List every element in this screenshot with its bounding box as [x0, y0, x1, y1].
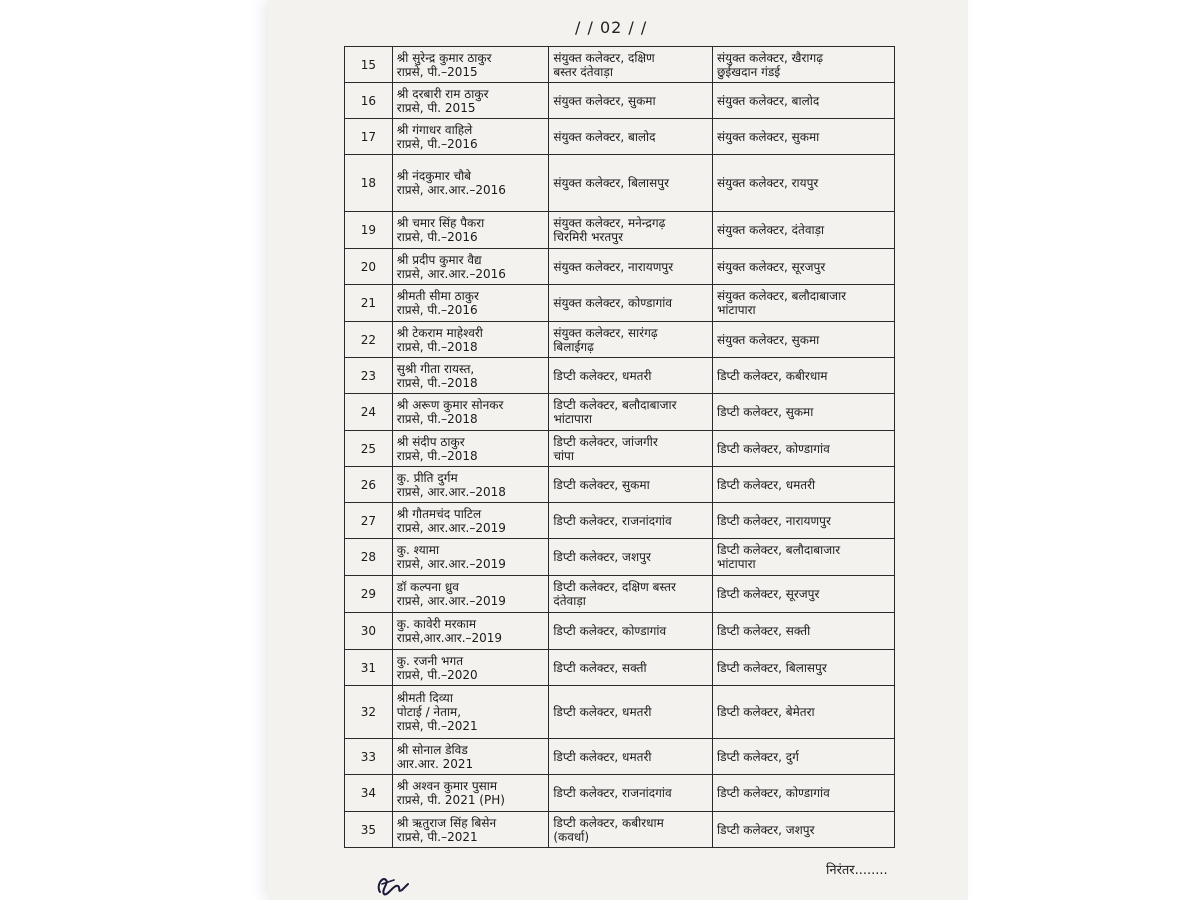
officer-name-line: श्री गौतमचंद पाटिल — [396, 506, 482, 521]
serial-number-cell: 34 — [345, 775, 393, 812]
officer-name-line: श्री अरूण कुमार सोनकर — [396, 398, 504, 412]
officer-name-cell — [392, 358, 549, 394]
officer-name-line: राप्रसे, पी.–2016 — [396, 230, 478, 244]
new-post-line: भांटापारा — [717, 557, 756, 571]
table-row — [345, 249, 895, 285]
table-row — [345, 576, 895, 613]
officer-name-cell — [392, 285, 549, 322]
current-post-cell — [549, 812, 713, 848]
current-post-line: डिप्टी कलेक्टर, सुकमा — [553, 477, 650, 492]
new-post-cell — [713, 155, 895, 212]
current-post-line: डिप्टी कलेक्टर, जांजगीर — [553, 434, 658, 449]
new-post-line: संयुक्त कलेक्टर, खैरागढ़ — [717, 50, 823, 65]
new-post-line: डिप्टी कलेक्टर, कोण्डागांव — [717, 786, 830, 800]
new-post-cell — [713, 47, 895, 83]
serial-number-cell: 27 — [345, 503, 393, 539]
current-post-cell — [549, 613, 713, 650]
current-post-line: संयुक्त कलेक्टर, मनेन्द्रगढ़ — [553, 216, 666, 230]
officer-name-line: राप्रसे, पी.–2021 — [396, 829, 478, 844]
table-row — [345, 613, 895, 650]
new-post-line: डिप्टी कलेक्टर, दुर्ग — [717, 749, 799, 764]
officer-name-cell — [392, 539, 549, 576]
new-post-line: डिप्टी कलेक्टर, कबीरधाम — [717, 368, 828, 383]
table-row — [345, 83, 895, 119]
new-post-line: डिप्टी कलेक्टर, बिलासपुर — [717, 660, 827, 675]
current-post-cell — [549, 686, 713, 739]
new-post-cell — [713, 467, 895, 503]
current-post-cell — [549, 503, 713, 539]
officer-name-line: राप्रसे, आर.आर.–2016 — [396, 183, 506, 197]
officer-name-cell — [392, 47, 549, 83]
officer-name-line: राप्रसे,आर.आर.–2019 — [396, 631, 503, 645]
new-post-cell — [713, 576, 895, 613]
serial-number-cell: 18 — [345, 155, 393, 212]
current-post-cell — [549, 119, 713, 155]
current-post-cell — [549, 47, 713, 83]
officer-name-line: कु. प्रीति दुर्गम — [396, 470, 458, 485]
new-post-line: डिप्टी कलेक्टर, बेमेतरा — [717, 705, 815, 719]
new-post-line: डिप्टी कलेक्टर, जशपुर — [717, 822, 815, 837]
officer-name-cell — [392, 322, 549, 358]
signature-mark — [372, 866, 412, 898]
current-post-line: डिप्टी कलेक्टर, दक्षिण बस्तर — [553, 580, 676, 594]
current-post-cell — [549, 249, 713, 285]
new-post-cell — [713, 686, 895, 739]
officer-name-cell — [392, 576, 549, 613]
officer-name-line: राप्रसे, पी.–2018 — [396, 339, 478, 354]
current-post-line: डिप्टी कलेक्टर, राजनांदगांव — [553, 786, 672, 800]
officer-name-cell — [392, 394, 549, 431]
table-row — [345, 686, 895, 739]
current-post-line: संयुक्त कलेक्टर, दक्षिण — [553, 50, 655, 65]
table-row — [345, 467, 895, 503]
new-post-line: संयुक्त कलेक्टर, सुकमा — [717, 129, 820, 144]
serial-number-cell: 25 — [345, 431, 393, 467]
officer-name-line: श्री प्रदीप कुमार वैद्य — [396, 252, 482, 267]
serial-number-cell: 17 — [345, 119, 393, 155]
new-post-cell — [713, 285, 895, 322]
current-post-line: डिप्टी कलेक्टर, कोण्डागांव — [553, 624, 667, 638]
serial-number-cell: 23 — [345, 358, 393, 394]
current-post-line: डिप्टी कलेक्टर, जशपुर — [553, 550, 651, 564]
current-post-cell — [549, 358, 713, 394]
new-post-cell — [713, 83, 895, 119]
current-post-line: बिलाईगढ़ — [553, 339, 594, 354]
officer-name-line: राप्रसे, पी.–2016 — [396, 136, 478, 151]
serial-number-cell: 35 — [345, 812, 393, 848]
officer-name-cell — [392, 119, 549, 155]
officer-name-line: राप्रसे, पी.–2018 — [396, 412, 478, 426]
table-row — [345, 775, 895, 812]
current-post-cell — [549, 322, 713, 358]
officer-name-line: राप्रसे, पी.–2021 — [396, 719, 478, 733]
new-post-cell — [713, 812, 895, 848]
officer-name-line: राप्रसे, पी. 2021 (PH) — [396, 793, 505, 807]
officer-name-line: श्रीमती सीमा ठाकुर — [396, 289, 479, 303]
new-post-cell — [713, 322, 895, 358]
new-post-line: डिप्टी कलेक्टर, सुकमा — [717, 405, 814, 419]
table-row — [345, 431, 895, 467]
table-row — [345, 394, 895, 431]
new-post-cell — [713, 739, 895, 775]
table-row — [345, 285, 895, 322]
table-row — [345, 650, 895, 686]
current-post-line: डिप्टी कलेक्टर, धमतरी — [553, 368, 652, 383]
officer-name-line: राप्रसे, आर.आर.–2019 — [396, 557, 506, 571]
officer-name-cell — [392, 613, 549, 650]
transfer-table — [344, 46, 895, 848]
officer-name-line: पोटाई / नेताम, — [396, 705, 462, 719]
table-row — [345, 119, 895, 155]
officer-name-line: श्री संदीप ठाकुर — [396, 434, 465, 449]
new-post-cell — [713, 539, 895, 576]
officer-name-line: सुश्री गीता रायस्त, — [396, 361, 475, 376]
officer-name-line: राप्रसे, पी.–2018 — [396, 375, 478, 390]
current-post-line: डिप्टी कलेक्टर, धमतरी — [553, 749, 652, 764]
serial-number-cell: 33 — [345, 739, 393, 775]
current-post-line: डिप्टी कलेक्टर, धमतरी — [553, 705, 652, 719]
table-row — [345, 503, 895, 539]
serial-number-cell: 15 — [345, 47, 393, 83]
serial-number-cell: 22 — [345, 322, 393, 358]
officer-name-line: श्री गंगाधर वाहिले — [396, 122, 473, 137]
officer-name-line: आर.आर. 2021 — [396, 756, 474, 771]
table-row — [345, 212, 895, 249]
table-row — [345, 358, 895, 394]
officer-name-line: राप्रसे, पी. 2015 — [396, 100, 476, 115]
officer-name-line: राप्रसे, आर.आर.–2019 — [396, 520, 506, 535]
officer-name-cell — [392, 212, 549, 249]
current-post-cell — [549, 155, 713, 212]
current-post-line: संयुक्त कलेक्टर, नारायणपुर — [553, 259, 674, 274]
new-post-line: डिप्टी कलेक्टर, सूरजपुर — [717, 587, 820, 601]
serial-number-cell: 19 — [345, 212, 393, 249]
new-post-line: डिप्टी कलेक्टर, कोण्डागांव — [717, 441, 830, 456]
new-post-line: संयुक्त कलेक्टर, सुकमा — [717, 332, 820, 347]
officer-name-line: राप्रसे, आर.आर.–2016 — [396, 266, 506, 281]
officer-name-line: श्री ऋतुराज सिंह बिसेन — [396, 815, 497, 830]
officer-name-line: डॉ कल्पना ध्रुव — [396, 580, 459, 594]
current-post-line: चिरमिरी भरतपुर — [553, 230, 623, 244]
current-post-cell — [549, 394, 713, 431]
new-post-cell — [713, 613, 895, 650]
page-number: / / 02 / / — [575, 18, 648, 37]
officer-name-cell — [392, 812, 549, 848]
new-post-line: छुईखदान गंडई — [717, 64, 781, 79]
serial-number-cell: 24 — [345, 394, 393, 431]
officer-name-line: श्री दरबारी राम ठाकुर — [396, 86, 489, 101]
officer-name-cell — [392, 503, 549, 539]
new-post-line: डिप्टी कलेक्टर, बलौदाबाजार — [717, 543, 841, 557]
new-post-cell — [713, 503, 895, 539]
current-post-line: चांपा — [553, 448, 574, 463]
table-row — [345, 47, 895, 83]
serial-number-cell: 28 — [345, 539, 393, 576]
officer-name-cell — [392, 775, 549, 812]
table-row — [345, 322, 895, 358]
current-post-line: डिप्टी कलेक्टर, सक्ती — [553, 660, 647, 675]
current-post-line: डिप्टी कलेक्टर, राजनांदगांव — [553, 513, 672, 528]
current-post-line: संयुक्त कलेक्टर, सारंगढ़ — [553, 325, 658, 340]
officer-name-line: राप्रसे, आर.आर.–2018 — [396, 484, 506, 499]
new-post-cell — [713, 212, 895, 249]
new-post-cell — [713, 431, 895, 467]
new-post-cell — [713, 650, 895, 686]
officer-name-line: राप्रसे, पी.–2016 — [396, 303, 478, 317]
table-row — [345, 539, 895, 576]
serial-number-cell: 29 — [345, 576, 393, 613]
officer-name-cell — [392, 467, 549, 503]
serial-number-cell: 16 — [345, 83, 393, 119]
officer-name-cell — [392, 155, 549, 212]
new-post-line: संयुक्त कलेक्टर, बालोद — [717, 93, 820, 108]
officer-name-cell — [392, 431, 549, 467]
officer-name-cell — [392, 686, 549, 739]
new-post-line: संयुक्त कलेक्टर, बलौदाबाजार — [717, 289, 847, 303]
current-post-line: दंतेवाड़ा — [553, 594, 586, 608]
new-post-line: डिप्टी कलेक्टर, सक्ती — [717, 624, 811, 638]
officer-name-line: राप्रसे, आर.आर.–2019 — [396, 594, 506, 608]
current-post-line: (कवर्धा) — [553, 829, 590, 844]
current-post-cell — [549, 431, 713, 467]
officer-name-cell — [392, 249, 549, 285]
current-post-line: संयुक्त कलेक्टर, बालोद — [553, 129, 656, 144]
current-post-cell — [549, 650, 713, 686]
officer-name-line: श्री सोनाल डेविड — [396, 742, 468, 757]
continued-label: निरंतर........ — [826, 863, 888, 878]
new-post-cell — [713, 249, 895, 285]
new-post-cell — [713, 358, 895, 394]
current-post-cell — [549, 739, 713, 775]
serial-number-cell: 31 — [345, 650, 393, 686]
officer-name-cell — [392, 739, 549, 775]
new-post-cell — [713, 394, 895, 431]
transfer-table-body — [345, 47, 895, 848]
officer-name-line: राप्रसे, पी.–2018 — [396, 448, 478, 463]
current-post-line: डिप्टी कलेक्टर, कबीरधाम — [553, 815, 664, 830]
officer-name-line: कु. कावेरी मरकाम — [396, 617, 477, 631]
officer-name-line: राप्रसे, पी.–2015 — [396, 64, 478, 79]
serial-number-cell: 26 — [345, 467, 393, 503]
officer-name-line: श्री चमार सिंह पैकरा — [396, 216, 485, 230]
officer-name-line: श्री अश्वन कुमार पुसाम — [396, 779, 498, 793]
current-post-cell — [549, 467, 713, 503]
new-post-cell — [713, 119, 895, 155]
current-post-cell — [549, 539, 713, 576]
current-post-line: संयुक्त कलेक्टर, सुकमा — [553, 93, 656, 108]
current-post-line: बस्तर दंतेवाड़ा — [553, 64, 613, 79]
serial-number-cell: 20 — [345, 249, 393, 285]
current-post-line: डिप्टी कलेक्टर, बलौदाबाजार — [553, 398, 677, 412]
current-post-line: संयुक्त कलेक्टर, बिलासपुर — [553, 176, 670, 190]
officer-name-line: कु. श्यामा — [396, 543, 440, 557]
officer-name-line: राप्रसे, पी.–2020 — [396, 667, 478, 682]
new-post-line: संयुक्त कलेक्टर, सूरजपुर — [717, 259, 826, 274]
table-row — [345, 739, 895, 775]
current-post-cell — [549, 285, 713, 322]
current-post-cell — [549, 576, 713, 613]
table-row — [345, 155, 895, 212]
current-post-cell — [549, 775, 713, 812]
officer-name-line: श्री सुरेन्द्र कुमार ठाकुर — [396, 50, 492, 65]
new-post-line: डिप्टी कलेक्टर, धमतरी — [717, 477, 816, 492]
current-post-line: भांटापारा — [553, 412, 592, 426]
officer-name-line: श्रीमती दिव्या — [396, 691, 453, 705]
new-post-line: भांटापारा — [717, 303, 756, 317]
officer-name-cell — [392, 83, 549, 119]
new-post-cell — [713, 775, 895, 812]
officer-name-line: श्री टेकराम माहेश्वरी — [396, 325, 483, 340]
current-post-cell — [549, 83, 713, 119]
serial-number-cell: 30 — [345, 613, 393, 650]
new-post-line: डिप्टी कलेक्टर, नारायणपुर — [717, 513, 831, 528]
current-post-line: संयुक्त कलेक्टर, कोण्डागांव — [553, 296, 673, 310]
serial-number-cell: 32 — [345, 686, 393, 739]
serial-number-cell: 21 — [345, 285, 393, 322]
new-post-line: संयुक्त कलेक्टर, रायपुर — [717, 176, 819, 190]
officer-name-line: कु. रजनी भगत — [396, 653, 464, 668]
new-post-line: संयुक्त कलेक्टर, दंतेवाड़ा — [717, 223, 825, 237]
table-row — [345, 812, 895, 848]
officer-name-cell — [392, 650, 549, 686]
officer-name-line: श्री नंदकुमार चौबे — [396, 169, 472, 183]
current-post-cell — [549, 212, 713, 249]
